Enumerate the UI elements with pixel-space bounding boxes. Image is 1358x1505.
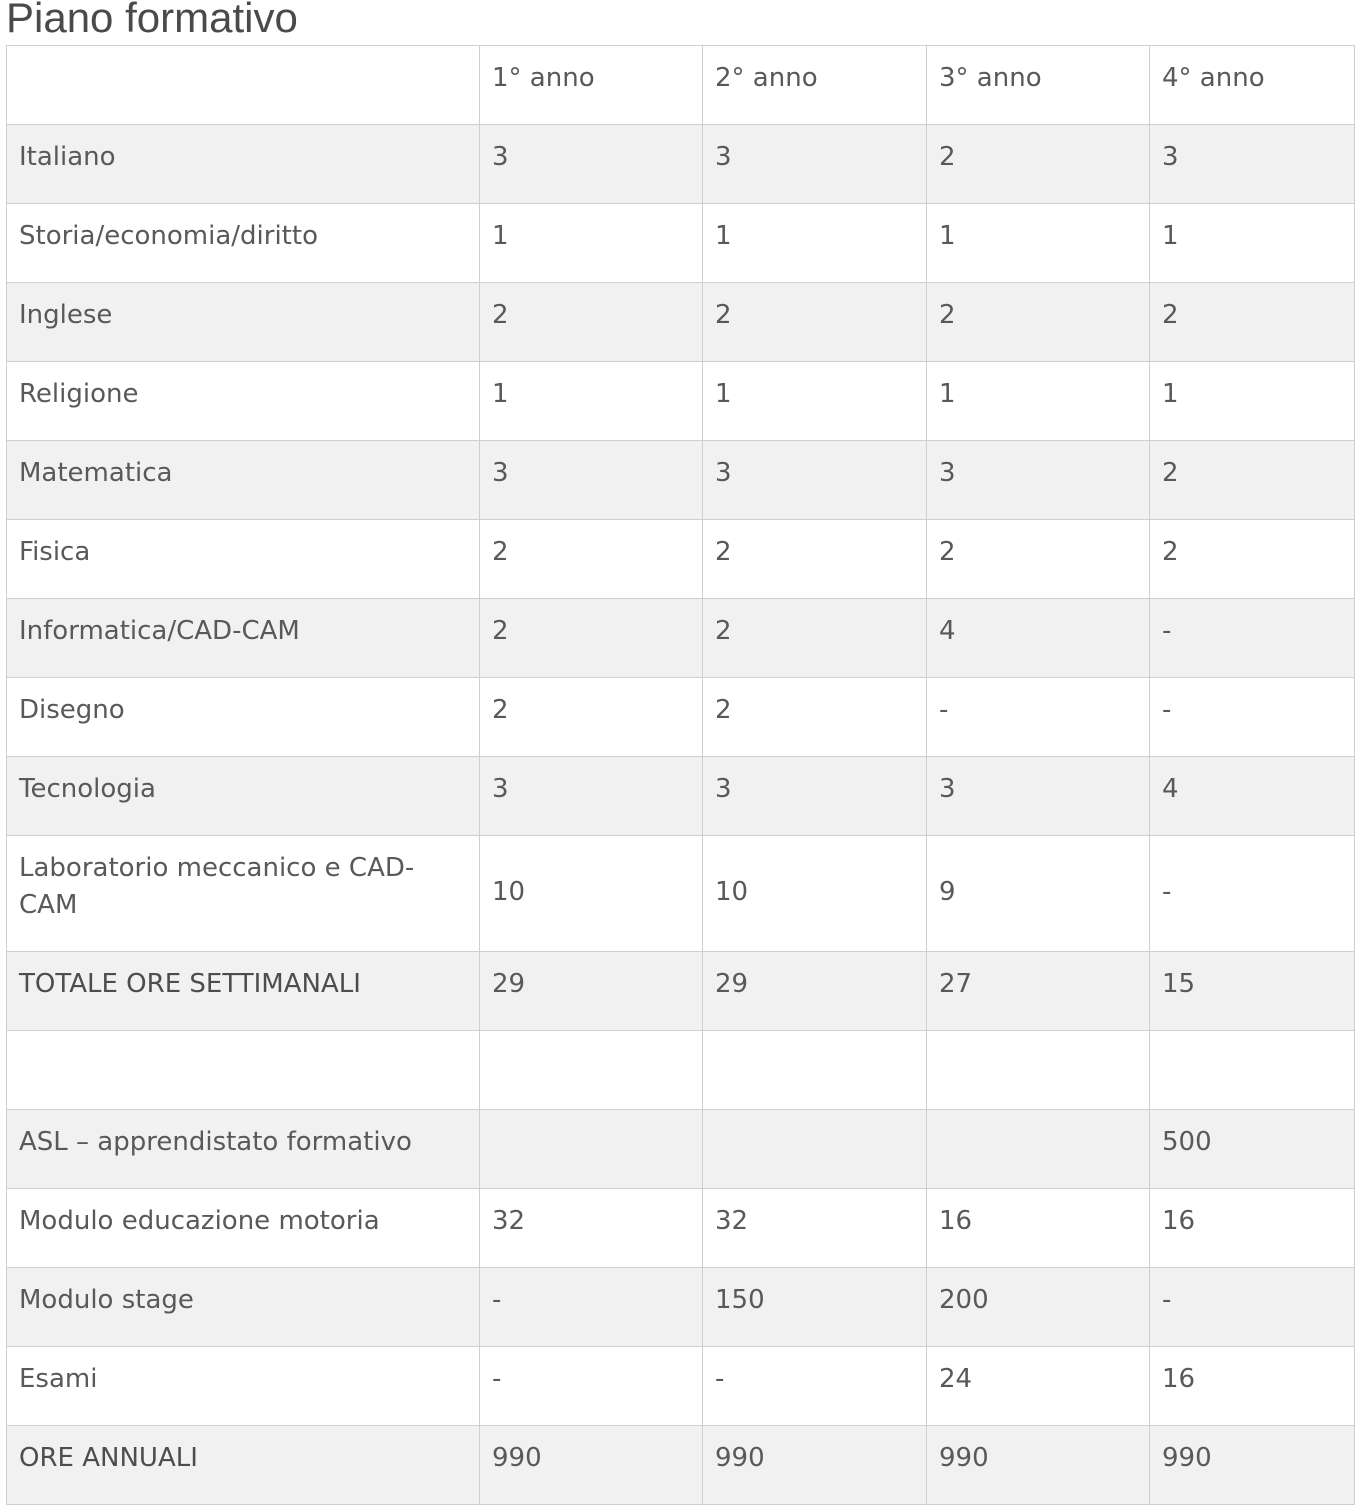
table-row [7, 362, 1355, 441]
table-cell: 2 [1150, 441, 1355, 520]
table-row [7, 520, 1355, 599]
table-cell [703, 1031, 927, 1110]
table-cell: 1 [927, 362, 1150, 441]
table-cell: 2 [703, 599, 927, 678]
table-cell: 32 [703, 1189, 927, 1268]
table-cell: 16 [1150, 1189, 1355, 1268]
table-cell: 4 [1150, 757, 1355, 836]
table-cell: - [1150, 599, 1355, 678]
table-cell: 2 [927, 520, 1150, 599]
table-cell: - [1150, 678, 1355, 757]
row-label: Storia/economia/diritto [7, 204, 480, 283]
table-cell: 990 [480, 1426, 703, 1505]
table-cell: 2 [480, 599, 703, 678]
table-cell: 9 [927, 836, 1150, 952]
table-cell: - [480, 1347, 703, 1426]
table-cell: 990 [927, 1426, 1150, 1505]
table-cell: 2 [480, 678, 703, 757]
table-cell: 10 [703, 836, 927, 952]
table-cell: 3 [480, 125, 703, 204]
table-cell: - [480, 1268, 703, 1347]
table-cell: - [703, 1347, 927, 1426]
table-cell: 2 [1150, 283, 1355, 362]
row-label: Inglese [7, 283, 480, 362]
table-cell: 1 [480, 204, 703, 283]
table-cell: 2 [480, 283, 703, 362]
table-cell: 3 [1150, 125, 1355, 204]
row-label: Informatica/CAD-CAM [7, 599, 480, 678]
table-cell: 990 [1150, 1426, 1355, 1505]
table-cell: 1 [1150, 362, 1355, 441]
row-label: Italiano [7, 125, 480, 204]
table-cell: 1 [703, 362, 927, 441]
header-cell: 4° anno [1150, 46, 1355, 125]
table-cell: 29 [703, 952, 927, 1031]
table-cell [480, 1110, 703, 1189]
table-row [7, 1347, 1355, 1426]
table-cell [1150, 1031, 1355, 1110]
row-label: Fisica [7, 520, 480, 599]
table-cell [927, 1031, 1150, 1110]
row-label: Matematica [7, 441, 480, 520]
table-row [7, 757, 1355, 836]
table-cell: 500 [1150, 1110, 1355, 1189]
table-cell: 990 [703, 1426, 927, 1505]
table-cell: 2 [703, 520, 927, 599]
table-cell: 3 [480, 757, 703, 836]
training-plan-table [6, 45, 1355, 1505]
table-row [7, 204, 1355, 283]
table-cell: - [1150, 1268, 1355, 1347]
table-row [7, 441, 1355, 520]
row-label: Modulo stage [7, 1268, 480, 1347]
row-label: Modulo educazione motoria [7, 1189, 480, 1268]
table-row [7, 283, 1355, 362]
table-cell: 3 [927, 441, 1150, 520]
row-label: TOTALE ORE SETTIMANALI [7, 952, 480, 1031]
table-cell: 1 [480, 362, 703, 441]
table-row [7, 125, 1355, 204]
row-label: ASL – apprendistato formativo [7, 1110, 480, 1189]
row-label: Laboratorio meccanico e CAD-CAM [7, 836, 480, 952]
weekly-total-row [7, 952, 1355, 1031]
table-cell [480, 1031, 703, 1110]
table-row [7, 599, 1355, 678]
header-cell: 1° anno [480, 46, 703, 125]
table-row [7, 1268, 1355, 1347]
table-cell: 3 [703, 125, 927, 204]
table-header-row [7, 46, 1355, 125]
table-cell: 2 [703, 678, 927, 757]
page-title: Piano formativo [6, 0, 298, 41]
table-cell: 2 [927, 283, 1150, 362]
table-cell: 16 [927, 1189, 1150, 1268]
header-cell [7, 46, 480, 125]
empty-row [7, 1031, 1355, 1110]
table-row [7, 1110, 1355, 1189]
header-cell: 3° anno [927, 46, 1150, 125]
table-row [7, 836, 1355, 952]
table-cell: 4 [927, 599, 1150, 678]
table-cell: 3 [703, 441, 927, 520]
table-cell: 3 [703, 757, 927, 836]
table-cell: - [927, 678, 1150, 757]
table-cell: 2 [1150, 520, 1355, 599]
table-cell: 24 [927, 1347, 1150, 1426]
table-cell [927, 1110, 1150, 1189]
table-cell: 3 [927, 757, 1150, 836]
table-cell: 2 [927, 125, 1150, 204]
row-label: Disegno [7, 678, 480, 757]
header-cell: 2° anno [703, 46, 927, 125]
table-row [7, 678, 1355, 757]
table-cell: 2 [703, 283, 927, 362]
table-cell: 29 [480, 952, 703, 1031]
table-cell: 15 [1150, 952, 1355, 1031]
table-cell: - [1150, 836, 1355, 952]
table-cell: 1 [1150, 204, 1355, 283]
row-label [7, 1031, 480, 1110]
table-cell: 1 [927, 204, 1150, 283]
row-label: Esami [7, 1347, 480, 1426]
row-label: ORE ANNUALI [7, 1426, 480, 1505]
table-cell: 1 [703, 204, 927, 283]
table-cell: 10 [480, 836, 703, 952]
row-label: Tecnologia [7, 757, 480, 836]
table-cell: 2 [480, 520, 703, 599]
table-cell: 32 [480, 1189, 703, 1268]
table-cell: 3 [480, 441, 703, 520]
table-cell: 16 [1150, 1347, 1355, 1426]
annual-total-row [7, 1426, 1355, 1505]
row-label: Religione [7, 362, 480, 441]
table-cell [703, 1110, 927, 1189]
table-cell: 200 [927, 1268, 1150, 1347]
table-cell: 27 [927, 952, 1150, 1031]
table-row [7, 1189, 1355, 1268]
table-cell: 150 [703, 1268, 927, 1347]
